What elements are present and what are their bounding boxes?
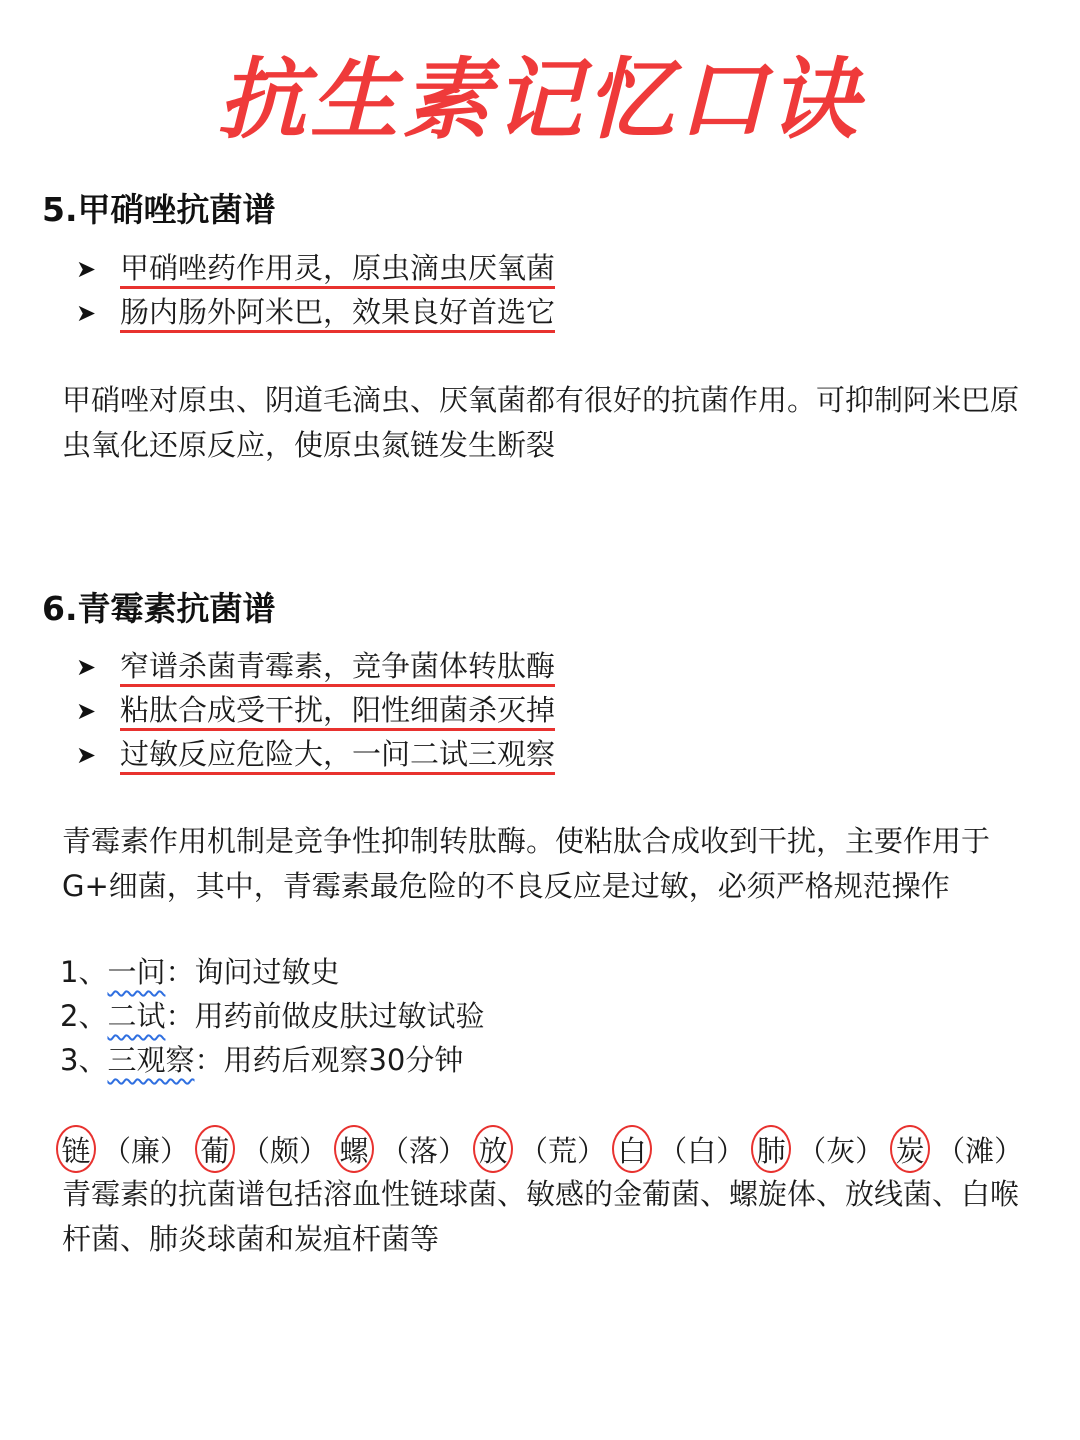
section-5-verse-list <box>76 247 555 335</box>
mnemonic-hint: （落） <box>380 1133 468 1168</box>
section-5-heading: 5.甲硝唑抗菌谱 <box>42 190 276 229</box>
arrowhead-bullet-icon: ➤ <box>76 255 97 283</box>
section-6-heading: 6.青霉素抗菌谱 <box>42 589 276 628</box>
step-text: ：询问过敏史 <box>165 955 340 989</box>
mnemonic-circled-char: 白 <box>612 1125 652 1173</box>
arrowhead-bullet-icon: ➤ <box>76 697 97 725</box>
section-6-verse-list <box>76 645 555 777</box>
page-title: 抗生素记忆口诀 <box>217 48 862 151</box>
mnemonic-hint: （廉） <box>102 1133 190 1168</box>
verse-item <box>76 689 555 733</box>
observation-steps <box>60 950 484 1082</box>
verse-text: 甲硝唑药作用灵，原虫滴虫厌氧菌 <box>120 250 555 289</box>
step-text: ：用药前做皮肤过敏试验 <box>165 999 485 1033</box>
step-number: 1、 <box>60 955 108 989</box>
mnemonic-hint: （白） <box>658 1133 746 1168</box>
step-key: 三观察 <box>107 1043 195 1077</box>
mnemonic-circled-char: 葡 <box>195 1125 235 1173</box>
step-number: 2、 <box>60 999 108 1033</box>
verse-text: 粘肽合成受干扰，阳性细菌杀灭掉 <box>120 692 555 731</box>
mnemonic-hint: （颇） <box>241 1133 329 1168</box>
verse-item <box>76 291 555 335</box>
step-key: 一问 <box>107 955 166 989</box>
step-text: ：用药后观察30分钟 <box>194 1043 464 1077</box>
mnemonic-hint: （荒） <box>519 1133 607 1168</box>
antibacterial-spectrum-text: 青霉素的抗菌谱包括溶血性链球菌、敏感的金葡菌、螺旋体、放线菌、白喉杆菌、肺炎球菌和炭疽杆菌等 <box>62 1177 1020 1256</box>
verse-text: 窄谱杀菌青霉素，竞争菌体转肽酶 <box>120 648 555 687</box>
verse-text: 肠内肠外阿米巴，效果良好首选它 <box>120 294 555 333</box>
step-item <box>60 1038 484 1082</box>
mnemonic-circled-char: 炭 <box>890 1125 930 1173</box>
verse-item <box>76 645 555 689</box>
arrowhead-bullet-icon: ➤ <box>76 741 97 769</box>
arrowhead-bullet-icon: ➤ <box>76 653 97 681</box>
mnemonic-hint: （灰） <box>797 1133 885 1168</box>
step-number: 3、 <box>60 1043 108 1077</box>
mnemonic-circled-char: 放 <box>473 1125 513 1173</box>
mnemonic-row <box>56 1124 1029 1174</box>
step-key: 二试 <box>107 999 166 1033</box>
mnemonic-circled-char: 螺 <box>334 1125 374 1173</box>
mnemonic-hint: （滩） <box>936 1133 1024 1168</box>
section-6-description: 青霉素作用机制是竞争性抑制转肽酶。使粘肽合成收到干扰，主要作用于G+细菌，其中，青霉素最危险的不良反应是过敏，必须严格规范操作 <box>62 824 991 903</box>
verse-item <box>76 733 555 777</box>
verse-item <box>76 247 555 291</box>
mnemonic-circled-char: 链 <box>56 1125 96 1173</box>
verse-text: 过敏反应危险大，一问二试三观察 <box>120 736 555 775</box>
mnemonic-circled-char: 肺 <box>751 1125 791 1173</box>
section-5-description: 甲硝唑对原虫、阴道毛滴虫、厌氧菌都有很好的抗菌作用。可抑制阿米巴原虫氧化还原反应，使原虫氮链发生断裂 <box>62 383 1020 462</box>
arrowhead-bullet-icon: ➤ <box>76 299 97 327</box>
step-item <box>60 994 484 1038</box>
step-item <box>60 950 484 994</box>
